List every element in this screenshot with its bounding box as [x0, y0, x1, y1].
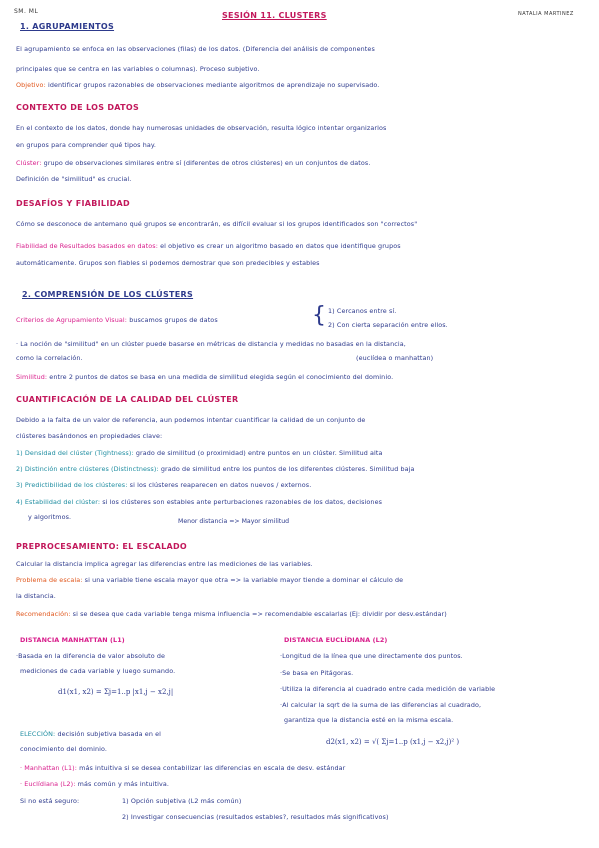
property-3	[16, 481, 311, 489]
quality-heading: CUANTIFICACIÓN DE LA CALIDAD DEL CLÚSTER	[16, 395, 239, 404]
property-3-text: si los clústeres reaparecen en datos nuevos / externos.	[129, 481, 312, 489]
option-2: 2) Investigar consecuencias (resultados estables?, resultados más significativos)	[122, 813, 389, 821]
context-heading: CONTEXTO DE LOS DATOS	[16, 103, 140, 112]
choice-euclidean-label: · Euclídiana (L2):	[20, 780, 76, 788]
course-code: SM. ML	[14, 8, 39, 15]
choice-euclidean	[20, 780, 169, 788]
euclidean-formula: d2(x1, x2) = √( Σj=1..p (x1,j − x2,j)² )	[326, 738, 460, 746]
des-line-3: automáticamente. Grupos son fiables si podemos demostrar que son predecibles y estables	[16, 259, 320, 267]
cluster-text: grupo de observaciones similares entre sí (diferentes de otros clústeres) en un conjuntos de datos.	[43, 159, 371, 167]
choice-manhattan	[20, 764, 345, 772]
similarity-def	[16, 373, 393, 381]
cluster-label: Clúster:	[16, 159, 42, 167]
euclidean-line-3: ·Utiliza la diferencia al cuadrado entre cada medición de variable	[280, 685, 496, 693]
manhattan-line-1: ·Basada en la diferencia de valor absoluto de	[16, 652, 166, 660]
similarity-label: Similitud:	[16, 373, 48, 381]
criteria-label: Criterios de Agrupamiento Visual:	[16, 316, 128, 324]
pre-line-3: la distancia.	[16, 592, 56, 600]
reliability-label: Fiabilidad de Resultados basados en datos:	[16, 242, 158, 250]
quality-line-2: clústeres basándonos en propiedades clave:	[16, 432, 163, 440]
choice-text: decisión subjetiva basada en el	[57, 730, 162, 738]
des-reliability	[16, 242, 401, 250]
s1-line-2: principales que se centra en las variables o columnas). Proceso subjetivo.	[16, 65, 260, 73]
euclidean-line-1: ·Longitud de la línea que une directamente dos puntos.	[280, 652, 463, 660]
euclidean-line-4: ·Al calcular la sqrt de la suma de las diferencias al cuadrado,	[280, 701, 482, 709]
ctx-line-4: Definición de "similitud" es crucial.	[16, 175, 132, 183]
quality-line-1: Debido a la falta de un valor de referencia, aun podemos intentar cuantificar la calidad de un conjunto de	[16, 416, 366, 424]
challenges-heading: DESAFÍOS Y FIABILIDAD	[16, 199, 130, 208]
property-4	[16, 498, 382, 506]
manhattan-heading: DISTANCIA MANHATTAN (L1)	[20, 636, 125, 644]
recommendation-text: si se desea que cada variable tenga misma influencia => recomendable escalarlas (Ej: dividir por desv.estándar)	[72, 610, 447, 618]
ctx-cluster-def	[16, 159, 370, 167]
choice-manhattan-label: · Manhattan (L1):	[20, 764, 77, 772]
problem-text: si una variable tiene escala mayor que otra => la variable mayor tiende a dominar el cálculo de	[84, 576, 404, 584]
notion-line-2: como la correlación.	[16, 354, 83, 362]
property-2-label: 2) Distinción entre clústeres (Distinctness):	[16, 465, 159, 473]
euclidean-line-2: ·Se basa en Pitágoras.	[280, 669, 354, 677]
ctx-line-2: en grupos para comprender qué tipos hay.	[16, 141, 156, 149]
property-3-label: 3) Predictibilidad de los clústeres:	[16, 481, 128, 489]
pre-problem	[16, 576, 403, 584]
page-title: SESIÓN 11. CLUSTERS	[222, 11, 327, 20]
property-4-text: si los clústeres son estables ante perturbaciones razonables de los datos, decisiones	[102, 498, 383, 506]
section-1-heading: 1. AGRUPAMIENTOS	[20, 22, 115, 31]
problem-label: Problema de escala:	[16, 576, 83, 584]
objective-text: identificar grupos razonables de observaciones mediante algoritmos de aprendizaje no supervisado.	[47, 81, 380, 89]
criteria-2: 2) Con cierta separación entre ellos.	[328, 321, 448, 329]
brace-icon: {	[312, 303, 326, 328]
ctx-line-1: En el contexto de los datos, donde hay numerosas unidades de observación, resulta lógico intentar organizarlos	[16, 124, 387, 132]
criteria-1: 1) Cercanos entre sí.	[328, 307, 397, 315]
notion-line-1: · La noción de "similitud" en un clúster puede basarse en métricas de distancia y medidas no basadas en la distancia,	[16, 340, 406, 348]
property-2-text: grado de similitud entre los puntos de los diferentes clústeres. Similitud baja	[160, 465, 415, 473]
property-1	[16, 449, 383, 457]
similarity-text: entre 2 puntos de datos se basa en una medida de similitud elegida según el conocimiento del dominio.	[49, 373, 394, 381]
pre-line-1: Calcular la distancia implica agregar las diferencias entre las mediciones de las variables.	[16, 560, 313, 568]
pre-recommendation	[16, 610, 447, 618]
criteria-text: buscamos grupos de datos	[129, 316, 218, 324]
euclidean-line-5: garantiza que la distancia esté en la misma escala.	[284, 716, 454, 724]
property-2	[16, 465, 415, 473]
choice-line-2: conocimiento del dominio.	[20, 745, 108, 753]
distance-note: Menor distancia => Mayor similitud	[178, 518, 290, 525]
property-1-label: 1) Densidad del clúster (Tightness):	[16, 449, 134, 457]
objective-label: Objetivo:	[16, 81, 46, 89]
choice-line-1	[20, 730, 161, 738]
property-4-label: 4) Estabilidad del clúster:	[16, 498, 101, 506]
criteria-line	[16, 316, 218, 324]
reliability-text: el objetivo es crear un algoritmo basado en datos que identifique grupos	[160, 242, 401, 250]
des-line-1: Cómo se desconoce de antemano qué grupos se encontrarán, es difícil evaluar si los grupos identificados son "correctos"	[16, 220, 418, 228]
author-name: NATALIA MARTINEZ	[518, 11, 574, 17]
manhattan-formula: d1(x1, x2) = Σj=1..p |x1,j − x2,j|	[58, 688, 174, 696]
property-1-text: grado de similitud (o proximidad) entre puntos en un clúster. Similitud alta	[135, 449, 383, 457]
option-1: 1) Opción subjetiva (L2 más común)	[122, 797, 242, 805]
section-2-heading: 2. COMPRENSIÓN DE LOS CLÚSTERS	[22, 290, 194, 299]
euclidean-heading: DISTANCIA EUCLÍDIANA (L2)	[284, 636, 388, 644]
property-4b: y algoritmos.	[28, 513, 72, 521]
choice-euclidean-text: más común y más intuitiva.	[77, 780, 170, 788]
s1-line-1: El agrupamiento se enfoca en las observaciones (filas) de los datos. (Diferencia del análisis de componentes	[16, 45, 375, 53]
s1-objective	[16, 81, 379, 89]
recommendation-label: Recomendación:	[16, 610, 71, 618]
not-sure-label: Si no está seguro:	[20, 797, 80, 805]
preprocessing-heading: PREPROCESAMIENTO: EL ESCALADO	[16, 542, 188, 551]
manhattan-line-2: mediciones de cada variable y luego sumando.	[20, 667, 176, 675]
notion-line-2b: (euclídea o manhattan)	[356, 354, 434, 362]
choice-manhattan-text: más intuitiva si se desea contabilizar las diferencias en escala de desv. estándar	[79, 764, 346, 772]
choice-label: ELECCIÓN:	[20, 730, 56, 738]
